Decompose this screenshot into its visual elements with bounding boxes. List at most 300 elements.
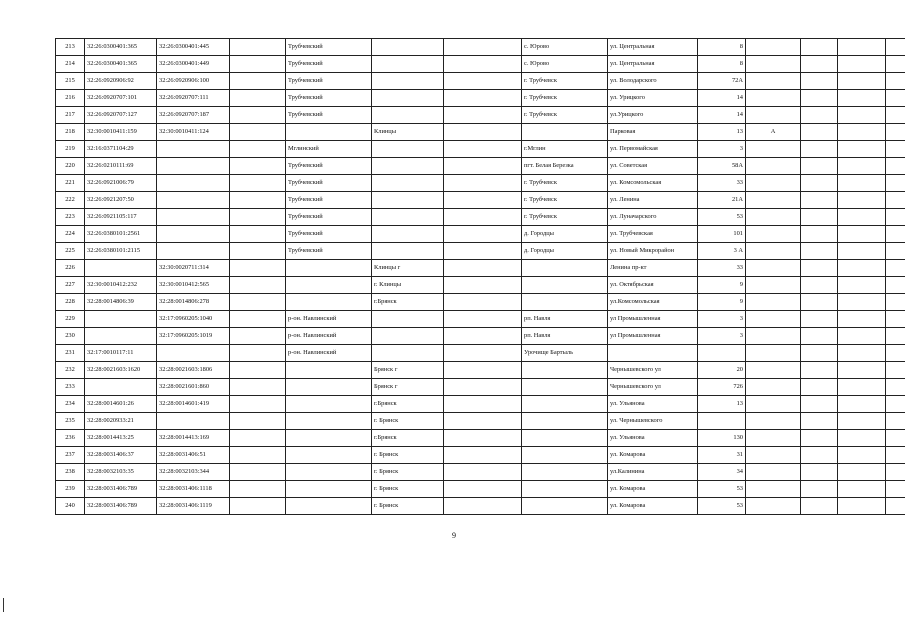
cell-extra-col-1 [801,158,838,175]
cell-settlement-type [444,345,522,362]
cell-cadastral-number-land: 32:26:0920906:92 [85,73,157,90]
cell-cadastral-number-building: 32:28:0021603:1806 [157,362,230,379]
cell-cadastral-number-land: 32:28:0031406:789 [85,481,157,498]
cell-district: Трубчевский [286,39,372,56]
cell-house-number: 9 [698,277,746,294]
cell-city [372,209,444,226]
cell-house-number: 14 [698,107,746,124]
cell-extra-col-1 [801,73,838,90]
cell-settlement-type [444,413,522,430]
cell-extra-col-3 [886,277,905,294]
cell-settlement-type [444,73,522,90]
cell-cadastral-number-land: 32:28:0014601:26 [85,396,157,413]
cell-street: ул. Комарова [608,481,698,498]
cell-region [230,107,286,124]
cell-district: р-он. Навлинский [286,328,372,345]
cell-row-number: 213 [56,39,85,56]
cell-region [230,498,286,515]
cell-locality [522,396,608,413]
cell-city [372,39,444,56]
cell-house-number: 33 [698,175,746,192]
cell-extra-col-2 [838,158,886,175]
cell-settlement-type [444,226,522,243]
cell-settlement-type [444,277,522,294]
cell-extra-col-3 [886,73,905,90]
cell-locality: г. Трубчевск [522,209,608,226]
cell-street: ул. Первомайская [608,141,698,158]
cell-cadastral-number-land: 32:17:0010117:11 [85,345,157,362]
cell-extra-col-1 [801,56,838,73]
cell-row-number: 214 [56,56,85,73]
cell-extra-col-1 [801,294,838,311]
table-row [56,39,905,56]
cell-cadastral-number-building [157,192,230,209]
cell-cadastral-number-land [85,311,157,328]
cell-region [230,464,286,481]
cell-city [372,107,444,124]
cell-city: г. Клинцы [372,277,444,294]
cell-house-number: 33 [698,260,746,277]
cell-extra-col-2 [838,192,886,209]
cell-building-letter [746,498,801,515]
cell-extra-col-3 [886,362,905,379]
cell-extra-col-1 [801,328,838,345]
cell-extra-col-3 [886,56,905,73]
cell-building-letter [746,362,801,379]
cell-house-number: 34 [698,464,746,481]
cell-house-number: 3 [698,328,746,345]
cell-extra-col-2 [838,56,886,73]
cell-cadastral-number-building: 32:28:0032103:344 [157,464,230,481]
table-row [56,379,905,396]
cell-settlement-type [444,396,522,413]
cell-region [230,56,286,73]
cell-cadastral-number-building [157,158,230,175]
cell-district: Трубчевский [286,56,372,73]
cell-locality [522,498,608,515]
cell-locality [522,413,608,430]
cell-settlement-type [444,260,522,277]
cell-cadastral-number-land: 32:26:0380101:2115 [85,243,157,260]
cell-row-number: 225 [56,243,85,260]
cell-cadastral-number-building [157,175,230,192]
cell-locality [522,379,608,396]
cell-house-number: 58А [698,158,746,175]
cell-locality: пгт. Белая Березка [522,158,608,175]
cell-extra-col-2 [838,413,886,430]
cell-locality: г. Трубчевск [522,73,608,90]
cell-row-number: 219 [56,141,85,158]
cell-extra-col-3 [886,294,905,311]
cell-city [372,345,444,362]
cell-extra-col-1 [801,226,838,243]
cell-district [286,379,372,396]
cell-house-number: 3 [698,141,746,158]
cell-locality [522,430,608,447]
cell-extra-col-1 [801,39,838,56]
cell-house-number: 14 [698,90,746,107]
cell-city [372,192,444,209]
cell-cadastral-number-land: 32:26:0210111:69 [85,158,157,175]
cell-cadastral-number-land: 32:28:0014806:39 [85,294,157,311]
cell-extra-col-1 [801,107,838,124]
cell-cadastral-number-land: 32:28:0031406:789 [85,498,157,515]
cell-building-letter [746,345,801,362]
cell-district [286,277,372,294]
cell-city: Брянск г [372,362,444,379]
cell-street: ул.Урицкого [608,107,698,124]
cell-city: г. Брянск [372,464,444,481]
cell-house-number: 8 [698,56,746,73]
cell-building-letter [746,379,801,396]
cell-district [286,498,372,515]
table-row [56,430,905,447]
cell-building-letter [746,481,801,498]
cell-district [286,294,372,311]
cell-extra-col-3 [886,260,905,277]
cell-city [372,311,444,328]
cell-street: ул. Ульянова [608,430,698,447]
cell-cadastral-number-building: 32:30:0010411:124 [157,124,230,141]
cell-extra-col-2 [838,311,886,328]
cell-row-number: 224 [56,226,85,243]
cell-region [230,447,286,464]
cell-extra-col-3 [886,464,905,481]
cell-extra-col-1 [801,379,838,396]
cell-extra-col-1 [801,481,838,498]
cell-extra-col-2 [838,464,886,481]
cell-district [286,396,372,413]
cell-region [230,158,286,175]
cell-region [230,175,286,192]
cell-locality [522,362,608,379]
cell-locality [522,464,608,481]
cell-locality [522,447,608,464]
cell-extra-col-2 [838,124,886,141]
cell-locality [522,294,608,311]
cell-cadastral-number-building [157,243,230,260]
cell-cadastral-number-land: 32:26:0380101:2561 [85,226,157,243]
cell-street: ул Промышленная [608,328,698,345]
cell-cadastral-number-building [157,413,230,430]
cell-extra-col-2 [838,396,886,413]
cell-street: ул. Центральная [608,56,698,73]
cell-building-letter [746,56,801,73]
cell-row-number: 238 [56,464,85,481]
cell-region [230,311,286,328]
cell-region [230,260,286,277]
cell-extra-col-1 [801,243,838,260]
cell-cadastral-number-land: 32:28:0032103:35 [85,464,157,481]
cell-district: р-он. Навлинский [286,345,372,362]
cell-building-letter [746,464,801,481]
cell-extra-col-3 [886,396,905,413]
cell-extra-col-1 [801,90,838,107]
cell-city [372,158,444,175]
cell-city: г. Брянск [372,481,444,498]
cell-extra-col-1 [801,430,838,447]
cell-settlement-type [444,209,522,226]
cell-region [230,379,286,396]
cell-district: Мглинский [286,141,372,158]
cell-street: ул. Комсомольская [608,175,698,192]
cell-extra-col-1 [801,192,838,209]
cell-house-number: 21А [698,192,746,209]
cell-city: г. Брянск [372,447,444,464]
cell-street: ул. Советская [608,158,698,175]
cell-cadastral-number-land: 32:26:0921105:117 [85,209,157,226]
cell-house-number: 130 [698,430,746,447]
cell-cadastral-number-building: 32:28:0031406:1119 [157,498,230,515]
cell-region [230,226,286,243]
cell-settlement-type [444,328,522,345]
cell-building-letter [746,311,801,328]
cell-locality: г. Трубчевск [522,192,608,209]
cell-street: Чернышевского ул [608,379,698,396]
cell-cadastral-number-building: 32:28:0014806:278 [157,294,230,311]
cell-house-number: 3 А [698,243,746,260]
cell-district [286,481,372,498]
cell-row-number: 222 [56,192,85,209]
cell-building-letter [746,447,801,464]
cell-city: г. Брянск [372,413,444,430]
cell-building-letter [746,294,801,311]
cell-extra-col-3 [886,328,905,345]
table-row [56,277,905,294]
cell-street: ул. Чернышевского [608,413,698,430]
cell-city [372,56,444,73]
table-row [56,362,905,379]
cell-house-number: 726 [698,379,746,396]
cell-building-letter [746,158,801,175]
cell-extra-col-2 [838,481,886,498]
cell-extra-col-2 [838,430,886,447]
table-row [56,345,905,362]
cell-city [372,141,444,158]
cell-house-number: 53 [698,498,746,515]
cell-extra-col-2 [838,209,886,226]
cell-extra-col-1 [801,277,838,294]
cell-street: ул. Луначарского [608,209,698,226]
cell-cadastral-number-land: 32:26:0920707:101 [85,90,157,107]
cell-row-number: 233 [56,379,85,396]
cell-row-number: 230 [56,328,85,345]
cell-street: ул. Володарского [608,73,698,90]
cell-building-letter [746,90,801,107]
table-row [56,90,905,107]
scan-edge-mark [3,598,4,612]
cell-district: р-он. Навлинский [286,311,372,328]
cell-cadastral-number-land: 32:28:0020933:21 [85,413,157,430]
cell-extra-col-3 [886,345,905,362]
cell-district: Трубчевский [286,226,372,243]
cell-district [286,430,372,447]
cell-house-number: 53 [698,481,746,498]
cell-street: ул. Комарова [608,447,698,464]
cell-settlement-type [444,498,522,515]
cell-settlement-type [444,90,522,107]
cell-cadastral-number-land [85,328,157,345]
cell-region [230,243,286,260]
cell-district: Трубчевский [286,73,372,90]
cell-district [286,260,372,277]
cell-row-number: 216 [56,90,85,107]
cell-cadastral-number-land [85,260,157,277]
cell-city: г.Брянск [372,430,444,447]
cell-cadastral-number-land: 32:30:0010412:232 [85,277,157,294]
cell-settlement-type [444,464,522,481]
cell-row-number: 226 [56,260,85,277]
cell-extra-col-3 [886,158,905,175]
table-row [56,481,905,498]
cell-locality: г. Трубчевск [522,90,608,107]
cell-region [230,209,286,226]
cell-cadastral-number-land: 32:28:0021603:1620 [85,362,157,379]
cell-cadastral-number-land: 32:30:0010411:159 [85,124,157,141]
cell-extra-col-1 [801,447,838,464]
cell-district: Трубчевский [286,158,372,175]
cell-house-number: 13 [698,396,746,413]
cell-house-number: 101 [698,226,746,243]
cell-building-letter [746,73,801,90]
cell-extra-col-1 [801,345,838,362]
cell-cadastral-number-land [85,379,157,396]
cell-locality: г. Трубчевск [522,107,608,124]
cell-building-letter [746,209,801,226]
cell-cadastral-number-land: 32:16:0371104:29 [85,141,157,158]
cell-extra-col-2 [838,73,886,90]
cell-city: г.Брянск [372,396,444,413]
cell-building-letter [746,39,801,56]
cell-extra-col-3 [886,481,905,498]
cell-extra-col-2 [838,175,886,192]
cell-city: г. Брянск [372,498,444,515]
table-row [56,328,905,345]
cell-region [230,192,286,209]
cell-row-number: 234 [56,396,85,413]
cell-region [230,90,286,107]
cell-extra-col-3 [886,209,905,226]
cell-house-number: 8 [698,39,746,56]
cell-locality: рп. Навля [522,311,608,328]
cell-region [230,124,286,141]
cell-locality: д. Городцы [522,226,608,243]
cell-settlement-type [444,447,522,464]
table-row [56,413,905,430]
cell-locality: рп. Навля [522,328,608,345]
cell-building-letter [746,413,801,430]
cell-row-number: 221 [56,175,85,192]
cell-settlement-type [444,362,522,379]
cell-cadastral-number-building [157,141,230,158]
cell-extra-col-2 [838,362,886,379]
cell-cadastral-number-land: 32:26:0300401:365 [85,56,157,73]
cell-extra-col-3 [886,226,905,243]
cell-locality [522,481,608,498]
cell-cadastral-number-building: 32:26:0300401:445 [157,39,230,56]
cell-cadastral-number-land: 32:26:0920707:127 [85,107,157,124]
cell-district [286,464,372,481]
cell-row-number: 231 [56,345,85,362]
cell-extra-col-2 [838,328,886,345]
table-row [56,243,905,260]
cell-extra-col-1 [801,311,838,328]
page-number: 9 [452,531,456,540]
cell-building-letter [746,328,801,345]
cell-row-number: 240 [56,498,85,515]
cell-region [230,328,286,345]
table-row [56,192,905,209]
cell-house-number: 20 [698,362,746,379]
table-row [56,124,905,141]
register-table-body [56,39,905,515]
cell-building-letter [746,396,801,413]
cell-cadastral-number-building: 32:26:0920707:111 [157,90,230,107]
cell-settlement-type [444,481,522,498]
cell-building-letter [746,141,801,158]
cell-district [286,447,372,464]
cell-row-number: 237 [56,447,85,464]
table-row [56,107,905,124]
cell-cadastral-number-building: 32:17:0960205:1040 [157,311,230,328]
cell-district: Трубчевский [286,90,372,107]
cell-building-letter [746,107,801,124]
cell-district [286,362,372,379]
cell-settlement-type [444,124,522,141]
cell-locality [522,277,608,294]
cell-city [372,175,444,192]
cell-extra-col-3 [886,141,905,158]
cell-cadastral-number-building [157,226,230,243]
cell-cadastral-number-building: 32:28:0031406:1118 [157,481,230,498]
cell-extra-col-3 [886,90,905,107]
cell-house-number: 72А [698,73,746,90]
cell-region [230,141,286,158]
cell-house-number: 53 [698,209,746,226]
cell-extra-col-2 [838,226,886,243]
cell-locality: с. Юрово [522,56,608,73]
cell-building-letter [746,260,801,277]
cell-extra-col-3 [886,311,905,328]
cell-row-number: 223 [56,209,85,226]
cell-cadastral-number-building [157,345,230,362]
cell-city [372,226,444,243]
cell-extra-col-1 [801,260,838,277]
cell-extra-col-2 [838,498,886,515]
cell-house-number [698,413,746,430]
cell-region [230,481,286,498]
cell-cadastral-number-building: 32:28:0021601:860 [157,379,230,396]
cell-settlement-type [444,175,522,192]
table-row [56,396,905,413]
cell-cadastral-number-land: 32:28:0031406:37 [85,447,157,464]
cell-district [286,124,372,141]
cell-extra-col-3 [886,39,905,56]
cell-street: ул. Октябрьская [608,277,698,294]
table-row [56,464,905,481]
cell-region [230,39,286,56]
table-row [56,141,905,158]
cell-region [230,430,286,447]
cell-row-number: 218 [56,124,85,141]
cell-extra-col-2 [838,447,886,464]
cell-extra-col-1 [801,175,838,192]
cell-extra-col-3 [886,430,905,447]
cell-street: ул. Трубчевская [608,226,698,243]
cell-city: Брянск г [372,379,444,396]
table-row [56,175,905,192]
cell-row-number: 215 [56,73,85,90]
